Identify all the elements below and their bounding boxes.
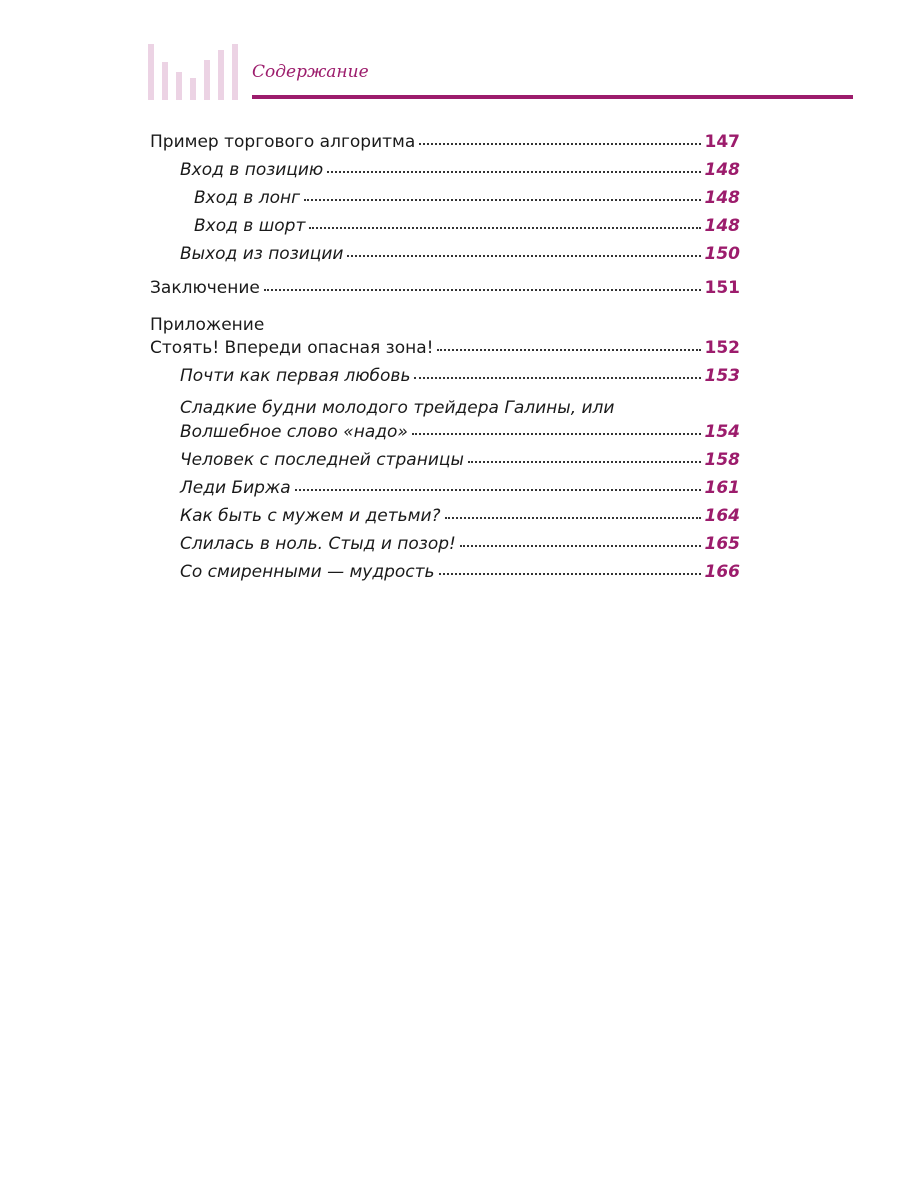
- dot-leader: [304, 198, 700, 201]
- toc-entry[interactable]: [150, 160, 740, 188]
- toc-entry[interactable]: [150, 216, 740, 244]
- toc-entry-label: Пример торгового алгоритма: [150, 132, 416, 152]
- dot-leader: [419, 142, 700, 145]
- dot-leader: [327, 170, 700, 173]
- toc-entry-label: Вход в шорт: [194, 216, 306, 236]
- toc-entry-page: 151: [704, 278, 740, 298]
- toc-entry-label: Вход в позицию: [180, 160, 324, 180]
- dot-leader: [412, 432, 701, 435]
- dot-leader: [347, 254, 700, 257]
- toc-entry-page: 150: [704, 244, 740, 264]
- toc-entry-conclusion[interactable]: [150, 278, 740, 306]
- header-bars-decoration: [148, 44, 240, 100]
- toc-entry-page: 147: [704, 132, 740, 152]
- toc-entry[interactable]: [150, 478, 740, 506]
- dot-leader: [414, 376, 700, 379]
- toc-entry-page: 153: [704, 366, 740, 386]
- toc-entry[interactable]: [150, 562, 740, 590]
- toc-entry-page: 164: [704, 506, 740, 526]
- dot-leader: [460, 544, 701, 547]
- toc-entry-label: Почти как первая любовь: [180, 366, 411, 386]
- toc-entry-page: 158: [704, 450, 740, 470]
- toc-entry-label: Человек с последней страницы: [180, 450, 464, 470]
- toc-entry-label: Выход из позиции: [180, 244, 344, 264]
- toc-entry-page: 148: [704, 160, 740, 180]
- toc-entry[interactable]: [150, 366, 740, 394]
- header-rule: [252, 95, 853, 99]
- toc-entry-label: Со смиренными — мудрость: [180, 562, 435, 582]
- page-header-title: Содержание: [252, 62, 369, 82]
- toc-entry-label: Слилась в ноль. Стыд и позор!: [180, 534, 456, 554]
- appendix-heading: Приложение: [150, 315, 265, 335]
- toc-entry[interactable]: [150, 534, 740, 562]
- toc-entry[interactable]: [150, 422, 740, 450]
- toc-entry-label: Как быть с мужем и детьми?: [180, 506, 441, 526]
- toc-entry[interactable]: [150, 132, 740, 160]
- toc-entry-label: Волшебное слово «надо»: [180, 422, 408, 442]
- toc-entry-page: 166: [704, 562, 740, 582]
- dot-leader: [468, 460, 701, 463]
- toc-entry-appendix-main[interactable]: [150, 338, 740, 366]
- toc-entry-page: 165: [704, 534, 740, 554]
- toc-entry-label: Заключение: [150, 278, 260, 298]
- toc-entry[interactable]: [150, 450, 740, 478]
- dot-leader: [309, 226, 700, 229]
- dot-leader: [439, 572, 701, 575]
- dot-leader: [295, 488, 701, 491]
- toc-entry[interactable]: [150, 506, 740, 534]
- toc-entry-label: Вход в лонг: [194, 188, 301, 208]
- dot-leader: [437, 348, 700, 351]
- toc-entry-page: 148: [704, 216, 740, 236]
- table-of-contents: [150, 132, 740, 590]
- toc-entry-label: Стоять! Впереди опасная зона!: [150, 338, 434, 358]
- toc-entry[interactable]: [150, 244, 740, 272]
- toc-entry-page: 152: [704, 338, 740, 358]
- toc-entry-page: 161: [704, 478, 740, 498]
- toc-entry-label: Леди Биржа: [180, 478, 291, 498]
- toc-entry-label-line1: Сладкие будни молодого трейдера Галины, или: [180, 398, 615, 418]
- dot-leader: [264, 288, 701, 291]
- toc-entry-page: 154: [704, 422, 740, 442]
- toc-entry-page: 148: [704, 188, 740, 208]
- dot-leader: [445, 516, 701, 519]
- toc-entry[interactable]: [150, 188, 740, 216]
